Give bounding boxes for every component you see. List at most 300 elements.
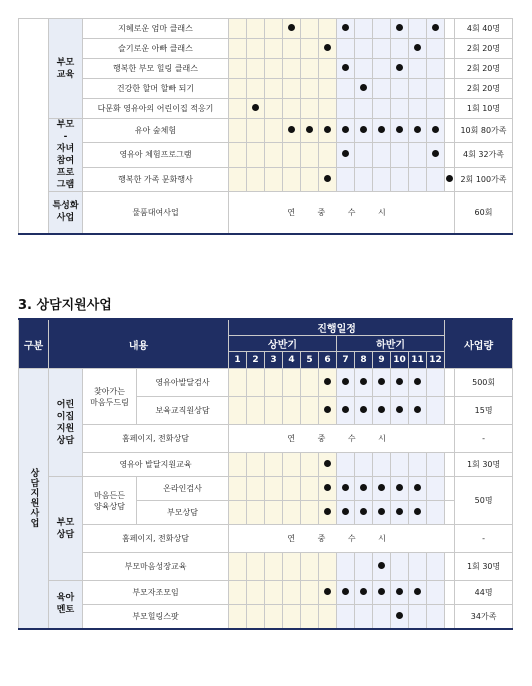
r6-month-12	[427, 501, 445, 525]
program-name: 물품대여사업	[83, 192, 229, 234]
r4-month-6	[319, 453, 337, 477]
row3-month-11	[409, 79, 427, 99]
row1-month-12	[427, 39, 445, 59]
row4-month-7	[337, 99, 355, 119]
r4-month-11	[409, 453, 427, 477]
program-name: 부모상담	[137, 501, 229, 525]
extra-cell	[445, 59, 455, 79]
table-row	[19, 79, 513, 99]
group-parenting-mentor: 육아 멘토	[49, 581, 83, 629]
r5-month-5	[301, 477, 319, 501]
r8-month-5	[301, 553, 319, 581]
schedule-dot	[342, 378, 349, 385]
r4-month-2	[247, 453, 265, 477]
amount-cell: 50명	[455, 477, 513, 525]
row4-month-5	[301, 99, 319, 119]
month-header-1: 1	[229, 352, 247, 369]
row5-month-1	[229, 119, 247, 143]
r8-month-8	[355, 553, 373, 581]
program-name: 부모자조모임	[83, 581, 229, 605]
r5-month-8	[355, 477, 373, 501]
row7-month-3	[265, 167, 283, 191]
row2-month-6	[319, 59, 337, 79]
r4-month-12	[427, 453, 445, 477]
row1-month-3	[265, 39, 283, 59]
row0-month-10	[391, 19, 409, 39]
program-name: 영유아발달검사	[137, 369, 229, 397]
program-name: 행복한 가족 문화행사	[83, 167, 229, 191]
row2-month-8	[355, 59, 373, 79]
r5-month-1	[229, 477, 247, 501]
month-header-8: 8	[355, 352, 373, 369]
row2-month-12	[427, 59, 445, 79]
schedule-dot	[342, 126, 349, 133]
schedule-dot	[378, 562, 385, 569]
amount-cell: 4회 40명	[455, 19, 513, 39]
row7-month-1	[229, 167, 247, 191]
row3-month-5	[301, 79, 319, 99]
r9-month-3	[265, 581, 283, 605]
row0-month-9	[373, 19, 391, 39]
program-name: 홈페이지, 전화상담	[83, 525, 229, 553]
row4-month-11	[409, 99, 427, 119]
row7-month-10	[391, 167, 409, 191]
schedule-dot	[378, 508, 385, 515]
r2-month-1	[229, 397, 247, 425]
row6-month-4	[283, 143, 301, 167]
program-name: 슬기로운 아빠 클래스	[83, 39, 229, 59]
row6-month-11	[409, 143, 427, 167]
row0-month-5	[301, 19, 319, 39]
month-header-10: 10	[391, 352, 409, 369]
row7-month-7	[337, 167, 355, 191]
r6-month-7	[337, 501, 355, 525]
r9-month-4	[283, 581, 301, 605]
schedule-dot	[414, 126, 421, 133]
header-second-half: 하반기	[337, 336, 445, 352]
r6-month-5	[301, 501, 319, 525]
table-row	[19, 59, 513, 79]
row5-month-5	[301, 119, 319, 143]
schedule-dot	[396, 64, 403, 71]
row4-month-6	[319, 99, 337, 119]
row2-month-3	[265, 59, 283, 79]
r5-month-11	[409, 477, 427, 501]
r5-month-4	[283, 477, 301, 501]
schedule-dot	[342, 150, 349, 157]
r1-month-10	[391, 369, 409, 397]
row1-month-1	[229, 39, 247, 59]
r5-month-6	[319, 477, 337, 501]
extra-cell	[445, 453, 455, 477]
row3-month-6	[319, 79, 337, 99]
row6-month-10	[391, 143, 409, 167]
row2-month-1	[229, 59, 247, 79]
program-name: 온라인검사	[137, 477, 229, 501]
row4-month-10	[391, 99, 409, 119]
program-name: 건강한 할머 할빠 되기	[83, 79, 229, 99]
row5-month-10	[391, 119, 409, 143]
row6-month-6	[319, 143, 337, 167]
row2-month-5	[301, 59, 319, 79]
r10-month-8	[355, 605, 373, 629]
row7-month-5	[301, 167, 319, 191]
row0-month-12	[427, 19, 445, 39]
month-header-9: 9	[373, 352, 391, 369]
r6-month-8	[355, 501, 373, 525]
row2-month-7	[337, 59, 355, 79]
r9-month-8	[355, 581, 373, 605]
month-header-7: 7	[337, 352, 355, 369]
schedule-dot	[432, 126, 439, 133]
schedule-dot	[288, 24, 295, 31]
r10-month-1	[229, 605, 247, 629]
amount-cell: 2회 20명	[455, 59, 513, 79]
schedule-dot	[378, 484, 385, 491]
year-round-cell: 연 중 수 시	[229, 192, 455, 234]
r5-month-2	[247, 477, 265, 501]
row2-month-11	[409, 59, 427, 79]
row1-month-10	[391, 39, 409, 59]
year-round-cell: 연 중 수 시	[229, 525, 455, 553]
row5-month-7	[337, 119, 355, 143]
amount-cell: -	[455, 525, 513, 553]
row0-month-4	[283, 19, 301, 39]
r5-month-7	[337, 477, 355, 501]
r9-month-11	[409, 581, 427, 605]
r10-month-3	[265, 605, 283, 629]
header-schedule: 진행일정	[229, 319, 445, 336]
extra-cell	[445, 581, 455, 605]
table-row	[19, 553, 513, 581]
r2-month-10	[391, 397, 409, 425]
r9-month-12	[427, 581, 445, 605]
r9-month-5	[301, 581, 319, 605]
r1-month-1	[229, 369, 247, 397]
group-parent-counseling: 부모 상담	[49, 477, 83, 581]
r8-month-12	[427, 553, 445, 581]
schedule-dot	[414, 588, 421, 595]
extra-cell	[445, 99, 455, 119]
row4-month-2	[247, 99, 265, 119]
schedule-dot	[378, 378, 385, 385]
table-row	[19, 39, 513, 59]
row4-month-4	[283, 99, 301, 119]
r6-month-2	[247, 501, 265, 525]
r10-month-12	[427, 605, 445, 629]
row6-month-12	[427, 143, 445, 167]
schedule-dot	[414, 508, 421, 515]
row1-month-4	[283, 39, 301, 59]
schedule-dot	[360, 588, 367, 595]
r4-month-3	[265, 453, 283, 477]
r2-month-3	[265, 397, 283, 425]
amount-cell: 15명	[455, 397, 513, 425]
r6-month-9	[373, 501, 391, 525]
row2-month-4	[283, 59, 301, 79]
r8-month-11	[409, 553, 427, 581]
extra-cell	[445, 605, 455, 629]
schedule-dot	[324, 508, 331, 515]
r5-month-12	[427, 477, 445, 501]
sub-label-visiting: 찾아가는 마음두드림	[83, 369, 137, 425]
schedule-dot	[360, 126, 367, 133]
row3-month-8	[355, 79, 373, 99]
row1-month-6	[319, 39, 337, 59]
table-row	[19, 425, 513, 453]
schedule-dot	[360, 484, 367, 491]
r2-month-8	[355, 397, 373, 425]
parent-education-table	[18, 18, 513, 235]
extra-cell	[445, 501, 455, 525]
row5-month-8	[355, 119, 373, 143]
schedule-dot	[288, 126, 295, 133]
row1-month-5	[301, 39, 319, 59]
r1-month-3	[265, 369, 283, 397]
extra-cell	[445, 19, 455, 39]
main-category: 상담지원사업	[19, 369, 49, 629]
schedule-dot	[414, 44, 421, 51]
r10-month-10	[391, 605, 409, 629]
amount-cell: 44명	[455, 581, 513, 605]
amount-cell: 2회 100가족	[455, 167, 513, 191]
r8-month-1	[229, 553, 247, 581]
row4-month-8	[355, 99, 373, 119]
header-amount: 사업량	[445, 319, 513, 369]
r6-month-3	[265, 501, 283, 525]
r2-month-4	[283, 397, 301, 425]
row2-month-10	[391, 59, 409, 79]
schedule-dot	[324, 588, 331, 595]
program-name: 영유아 발달지원교육	[83, 453, 229, 477]
r1-month-8	[355, 369, 373, 397]
sub-label-heart: 마음든든 양육상담	[83, 477, 137, 525]
amount-cell: 10회 80가족	[455, 119, 513, 143]
row4-month-1	[229, 99, 247, 119]
r4-month-4	[283, 453, 301, 477]
extra-cell	[445, 119, 455, 143]
table-row	[19, 119, 513, 143]
month-header-3: 3	[265, 352, 283, 369]
group-parent-education: 부모 교육	[49, 19, 83, 119]
r1-month-6	[319, 369, 337, 397]
schedule-dot	[342, 64, 349, 71]
row7-month-2	[247, 167, 265, 191]
r9-month-2	[247, 581, 265, 605]
extra-cell	[445, 39, 455, 59]
r2-month-7	[337, 397, 355, 425]
r2-month-9	[373, 397, 391, 425]
row5-month-4	[283, 119, 301, 143]
schedule-dot	[342, 406, 349, 413]
month-header-6: 6	[319, 352, 337, 369]
table-row	[19, 581, 513, 605]
row5-month-2	[247, 119, 265, 143]
row6-month-1	[229, 143, 247, 167]
schedule-dot	[396, 484, 403, 491]
row6-month-8	[355, 143, 373, 167]
r2-month-12	[427, 397, 445, 425]
row5-month-3	[265, 119, 283, 143]
table-row	[19, 143, 513, 167]
schedule-dot	[414, 378, 421, 385]
row6-month-3	[265, 143, 283, 167]
row7-month-8	[355, 167, 373, 191]
row3-month-12	[427, 79, 445, 99]
year-round-cell: 연 중 수 시	[229, 425, 455, 453]
header-content: 내용	[49, 319, 229, 369]
r10-month-5	[301, 605, 319, 629]
r6-month-1	[229, 501, 247, 525]
header-first-half: 상반기	[229, 336, 337, 352]
r8-month-3	[265, 553, 283, 581]
schedule-dot	[324, 484, 331, 491]
row5-month-9	[373, 119, 391, 143]
amount-cell: 2회 20명	[455, 39, 513, 59]
schedule-dot	[252, 104, 259, 111]
extra-cell	[445, 143, 455, 167]
program-name: 부모마음성장교육	[83, 553, 229, 581]
row4-month-9	[373, 99, 391, 119]
row1-month-2	[247, 39, 265, 59]
schedule-dot	[396, 126, 403, 133]
row1-month-11	[409, 39, 427, 59]
schedule-dot	[360, 508, 367, 515]
extra-cell	[445, 79, 455, 99]
group-parent-child: 부모 - 자녀 참여 프로 그램	[49, 119, 83, 192]
left-margin-cell	[19, 19, 49, 234]
program-name: 다문화 영유아의 어린이집 적응기	[83, 99, 229, 119]
row3-month-1	[229, 79, 247, 99]
section-title: 3. 상담지원사업	[18, 298, 112, 313]
r1-month-5	[301, 369, 319, 397]
row5-month-6	[319, 119, 337, 143]
r10-month-2	[247, 605, 265, 629]
r10-month-6	[319, 605, 337, 629]
row4-month-3	[265, 99, 283, 119]
row0-month-6	[319, 19, 337, 39]
r4-month-10	[391, 453, 409, 477]
table-row	[19, 99, 513, 119]
schedule-dot	[324, 378, 331, 385]
program-name: 지혜로운 엄마 클래스	[83, 19, 229, 39]
row3-month-10	[391, 79, 409, 99]
row6-month-9	[373, 143, 391, 167]
schedule-dot	[342, 24, 349, 31]
r2-month-11	[409, 397, 427, 425]
table-row	[19, 525, 513, 553]
r2-month-6	[319, 397, 337, 425]
amount-cell: -	[455, 425, 513, 453]
row1-month-9	[373, 39, 391, 59]
r1-month-2	[247, 369, 265, 397]
schedule-dot	[378, 406, 385, 413]
r2-month-5	[301, 397, 319, 425]
table-row	[19, 19, 513, 39]
row7-month-12	[427, 167, 445, 191]
schedule-dot	[324, 44, 331, 51]
extra-cell	[445, 369, 455, 397]
group-special: 특성화 사업	[49, 192, 83, 234]
r4-month-5	[301, 453, 319, 477]
row7-month-4	[283, 167, 301, 191]
r10-month-4	[283, 605, 301, 629]
r5-month-9	[373, 477, 391, 501]
program-name: 영유아 체험프로그램	[83, 143, 229, 167]
schedule-dot	[396, 612, 403, 619]
row0-month-1	[229, 19, 247, 39]
schedule-dot	[324, 175, 331, 182]
schedule-dot	[324, 460, 331, 467]
month-header-5: 5	[301, 352, 319, 369]
row0-month-7	[337, 19, 355, 39]
r6-month-11	[409, 501, 427, 525]
row6-month-2	[247, 143, 265, 167]
table-row	[19, 605, 513, 629]
month-header-11: 11	[409, 352, 427, 369]
row0-month-11	[409, 19, 427, 39]
schedule-dot	[378, 126, 385, 133]
r1-month-11	[409, 369, 427, 397]
amount-cell: 2회 20명	[455, 79, 513, 99]
r8-month-9	[373, 553, 391, 581]
r1-month-12	[427, 369, 445, 397]
schedule-dot	[446, 175, 453, 182]
schedule-dot	[396, 588, 403, 595]
r1-month-7	[337, 369, 355, 397]
r10-month-9	[373, 605, 391, 629]
r9-month-6	[319, 581, 337, 605]
row0-month-8	[355, 19, 373, 39]
amount-cell: 1회 30명	[455, 553, 513, 581]
r9-month-1	[229, 581, 247, 605]
table-row	[19, 477, 513, 501]
r4-month-1	[229, 453, 247, 477]
schedule-dot	[360, 84, 367, 91]
r9-month-10	[391, 581, 409, 605]
schedule-dot	[342, 508, 349, 515]
r9-month-9	[373, 581, 391, 605]
row4-month-12	[427, 99, 445, 119]
row3-month-4	[283, 79, 301, 99]
amount-cell: 1회 30명	[455, 453, 513, 477]
r6-month-4	[283, 501, 301, 525]
row6-month-5	[301, 143, 319, 167]
extra-cell	[445, 553, 455, 581]
program-name: 유아 숲체험	[83, 119, 229, 143]
schedule-dot	[414, 484, 421, 491]
r5-month-3	[265, 477, 283, 501]
r9-month-7	[337, 581, 355, 605]
schedule-dot	[396, 406, 403, 413]
r4-month-8	[355, 453, 373, 477]
r1-month-4	[283, 369, 301, 397]
program-name: 부모힐링스팟	[83, 605, 229, 629]
row7-month-6	[319, 167, 337, 191]
amount-cell: 34가족	[455, 605, 513, 629]
program-name: 행복한 부모 힐링 클래스	[83, 59, 229, 79]
schedule-dot	[396, 378, 403, 385]
schedule-dot	[396, 24, 403, 31]
row0-month-3	[265, 19, 283, 39]
schedule-dot	[324, 406, 331, 413]
table-row	[19, 453, 513, 477]
table-row	[19, 369, 513, 397]
month-header-2: 2	[247, 352, 265, 369]
row6-month-7	[337, 143, 355, 167]
r1-month-9	[373, 369, 391, 397]
month-header-12: 12	[427, 352, 445, 369]
